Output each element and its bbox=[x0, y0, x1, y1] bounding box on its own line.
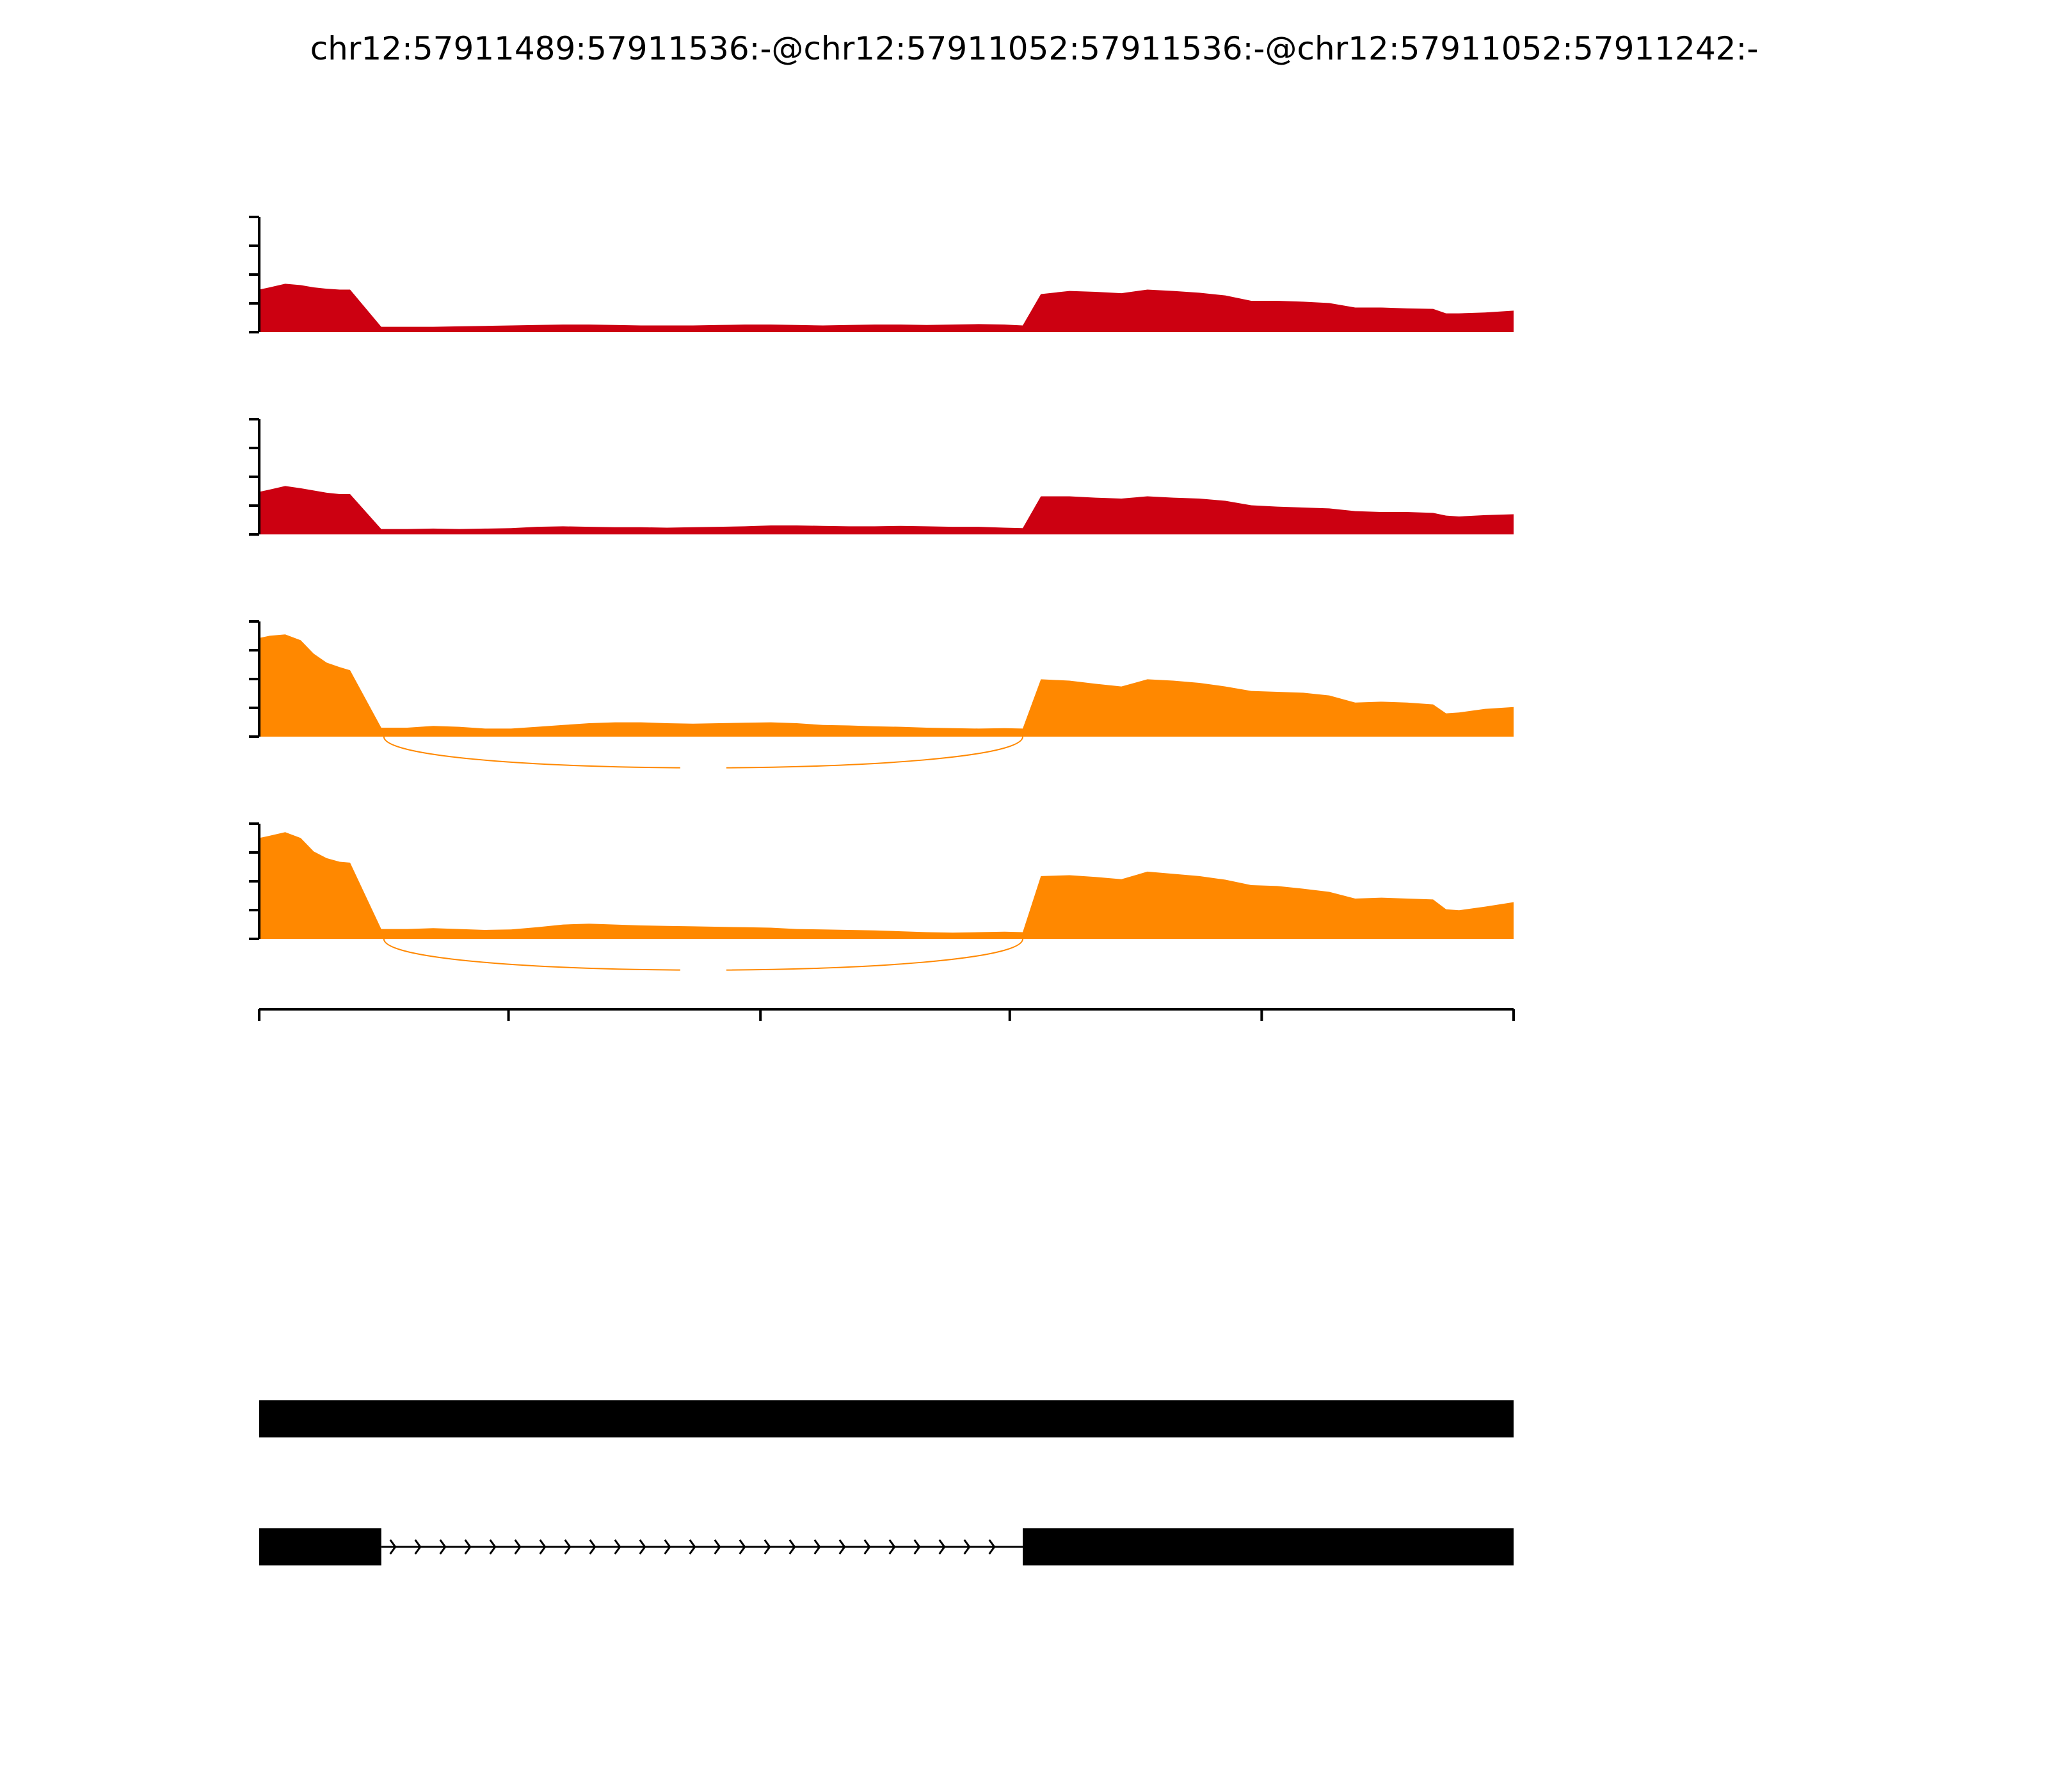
exon-2-1 bbox=[259, 1528, 381, 1565]
coverage-area-2 bbox=[259, 486, 1514, 534]
track-3 bbox=[249, 621, 1514, 737]
isoform-2 bbox=[259, 1528, 1514, 1565]
junction-2 bbox=[384, 939, 1023, 980]
track-4 bbox=[249, 824, 1514, 939]
track-1 bbox=[249, 217, 1514, 332]
coverage-area-4 bbox=[259, 832, 1514, 939]
isoform-1 bbox=[259, 1400, 1514, 1437]
coverage-area-1 bbox=[259, 284, 1514, 332]
junction-label-bg-2 bbox=[680, 958, 726, 980]
coverage-area-3 bbox=[259, 634, 1514, 737]
figure-title: chr12:57911489:57911536:-@chr12:57911052:57911536:-@chr12:57911052:57911242:- bbox=[310, 30, 1759, 67]
exon-1-1 bbox=[259, 1400, 1514, 1437]
x-axis bbox=[259, 1009, 1514, 1021]
junction-1 bbox=[384, 737, 1023, 778]
junction-label-bg-1 bbox=[680, 756, 726, 778]
coverage-tracks bbox=[249, 217, 1514, 980]
exon-2-2 bbox=[1023, 1528, 1514, 1565]
isoform-models bbox=[259, 1400, 1514, 1565]
track-2 bbox=[249, 419, 1514, 534]
